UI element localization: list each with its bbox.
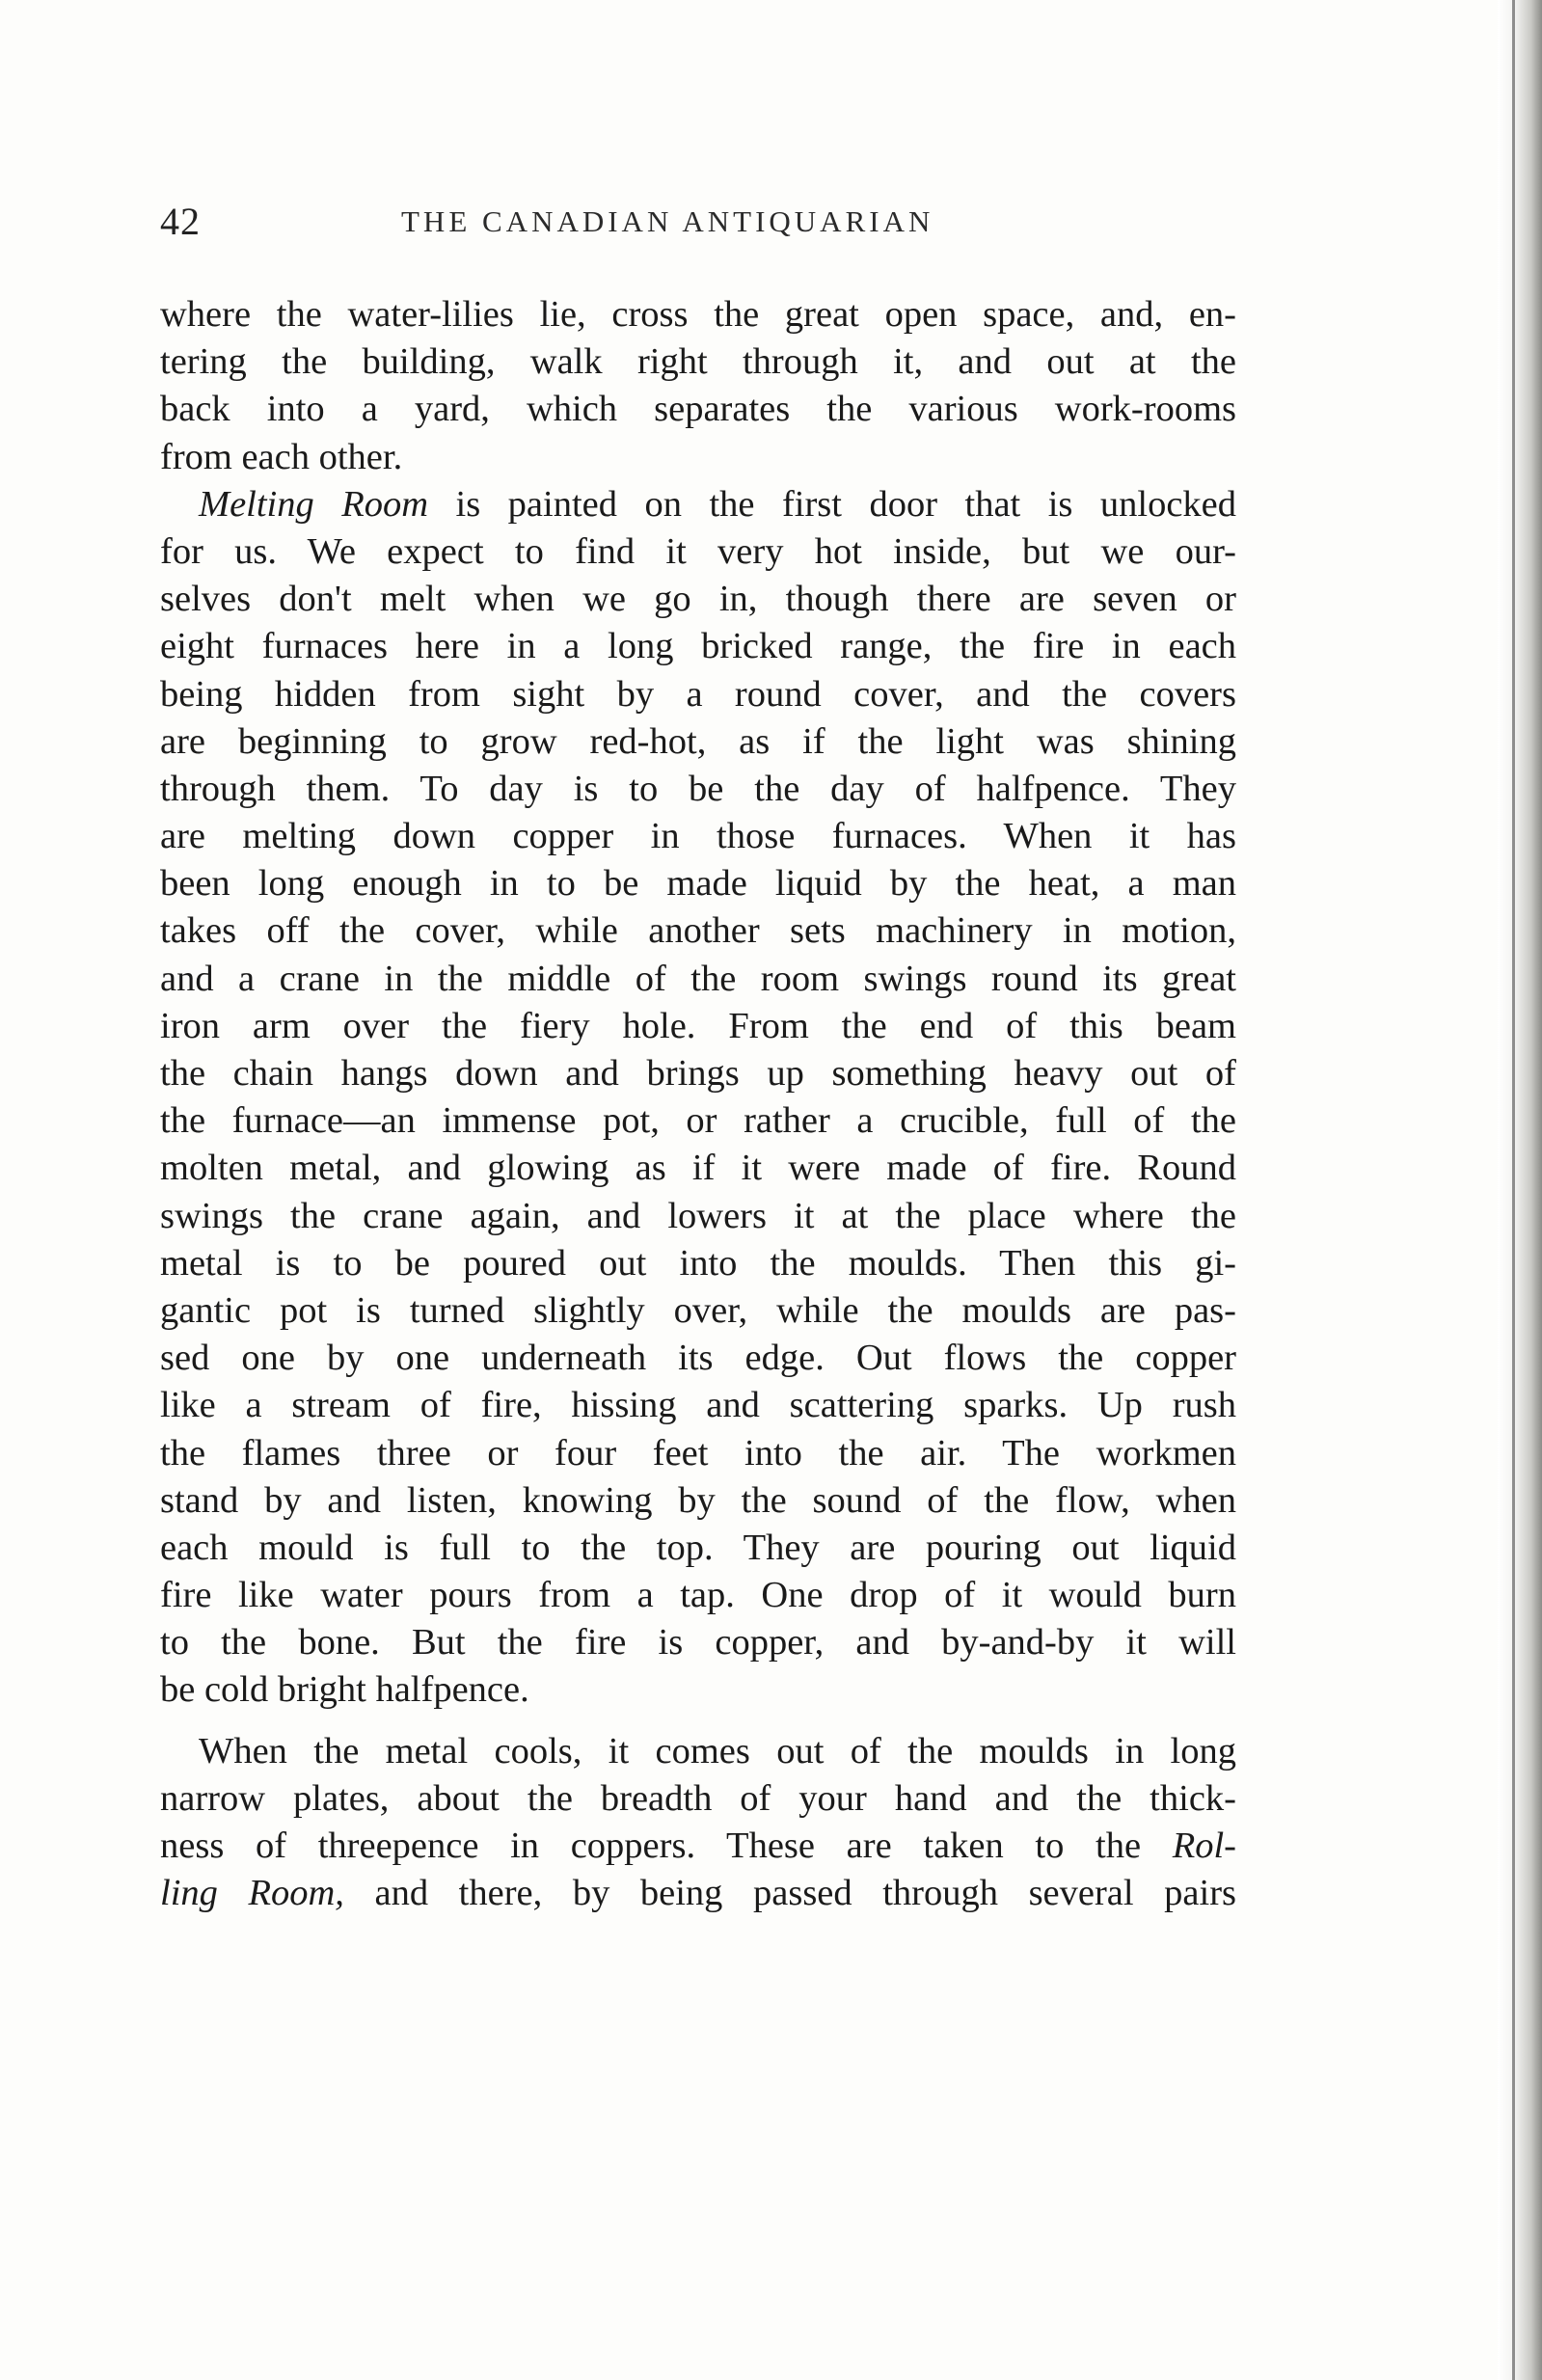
text-line: selves don't melt when we go in, though there are seven or: [160, 579, 1236, 620]
text-line: sed one by one underneath its edge. Out flows the copper: [160, 1338, 1236, 1379]
text-line: metal is to be poured out into the moulds. Then this gi-: [160, 1242, 1236, 1284]
text-line: Melting Room is painted on the first door that is unlocked: [199, 483, 1236, 525]
page-header: [160, 199, 1231, 247]
text-line: back into a yard, which separates the various work-rooms: [160, 389, 1236, 430]
text-line: tering the building, walk right through it, and out at the: [160, 341, 1236, 383]
text-line: eight furnaces here in a long bricked range, the fire in each: [160, 626, 1236, 667]
text-line: being hidden from sight by a round cover, and the covers: [160, 673, 1236, 715]
body-text: [160, 291, 1236, 1917]
text-line: iron arm over the fiery hole. From the end of this beam: [160, 1005, 1236, 1046]
text-line: the chain hangs down and brings up something heavy out of: [160, 1053, 1236, 1094]
scan-binding-line: [1512, 0, 1515, 2380]
text-line: the furnace—an immense pot, or rather a crucible, full of the: [160, 1100, 1236, 1142]
scan-edge-shadow: [1498, 0, 1542, 2380]
text-line: molten metal, and glowing as if it were made of fire. Round: [160, 1148, 1236, 1189]
text-line: for us. We expect to find it very hot inside, but we our-: [160, 530, 1236, 572]
text-line: stand by and listen, knowing by the sound of the flow, when: [160, 1479, 1236, 1521]
text-line: to the bone. But the fire is copper, and by-and-by it will: [160, 1622, 1236, 1663]
italic-phrase: ling Room,: [160, 1873, 344, 1914]
text-line: been long enough in to be made liquid by the heat, a man: [160, 863, 1236, 905]
text-line: fire like water pours from a tap. One drop of it would burn: [160, 1575, 1236, 1616]
text-line: where the water-lilies lie, cross the great open space, and, en-: [160, 294, 1236, 335]
text-line: the flames three or four feet into the air. The workmen: [160, 1432, 1236, 1474]
italic-phrase: Melting Room: [199, 483, 429, 525]
text-line: each mould is full to the top. They are pouring out liquid: [160, 1527, 1236, 1568]
text-line: be cold bright halfpence.: [160, 1669, 529, 1711]
text-line: When the metal cools, it comes out of the moulds in long: [199, 1730, 1236, 1771]
text-line: like a stream of fire, hissing and scattering sparks. Up rush: [160, 1385, 1236, 1426]
text-line: takes off the cover, while another sets machinery in motion,: [160, 910, 1236, 952]
running-head: THE CANADIAN ANTIQUARIAN: [401, 204, 934, 238]
page-number: 42: [160, 200, 201, 243]
text-line: narrow plates, about the breadth of your hand and the thick-: [160, 1777, 1236, 1819]
text-line: swings the crane again, and lowers it at the place where the: [160, 1195, 1236, 1236]
text-line: are melting down copper in those furnaces. When it has: [160, 816, 1236, 857]
text-line: and a crane in the middle of the room swings round its great: [160, 958, 1236, 999]
text-line: are beginning to grow red-hot, as if the light was shining: [160, 720, 1236, 762]
text-line: ling Room, and there, by being passed through several pairs: [160, 1873, 1236, 1914]
text-line: through them. To day is to be the day of halfpence. They: [160, 768, 1236, 809]
text-line: from each other.: [160, 436, 403, 477]
italic-phrase: Rol-: [1172, 1826, 1236, 1866]
text-line: gantic pot is turned slightly over, while the moulds are pas-: [160, 1289, 1236, 1331]
text-line: ness of threepence in coppers. These are taken to the Rol-: [160, 1826, 1236, 1866]
